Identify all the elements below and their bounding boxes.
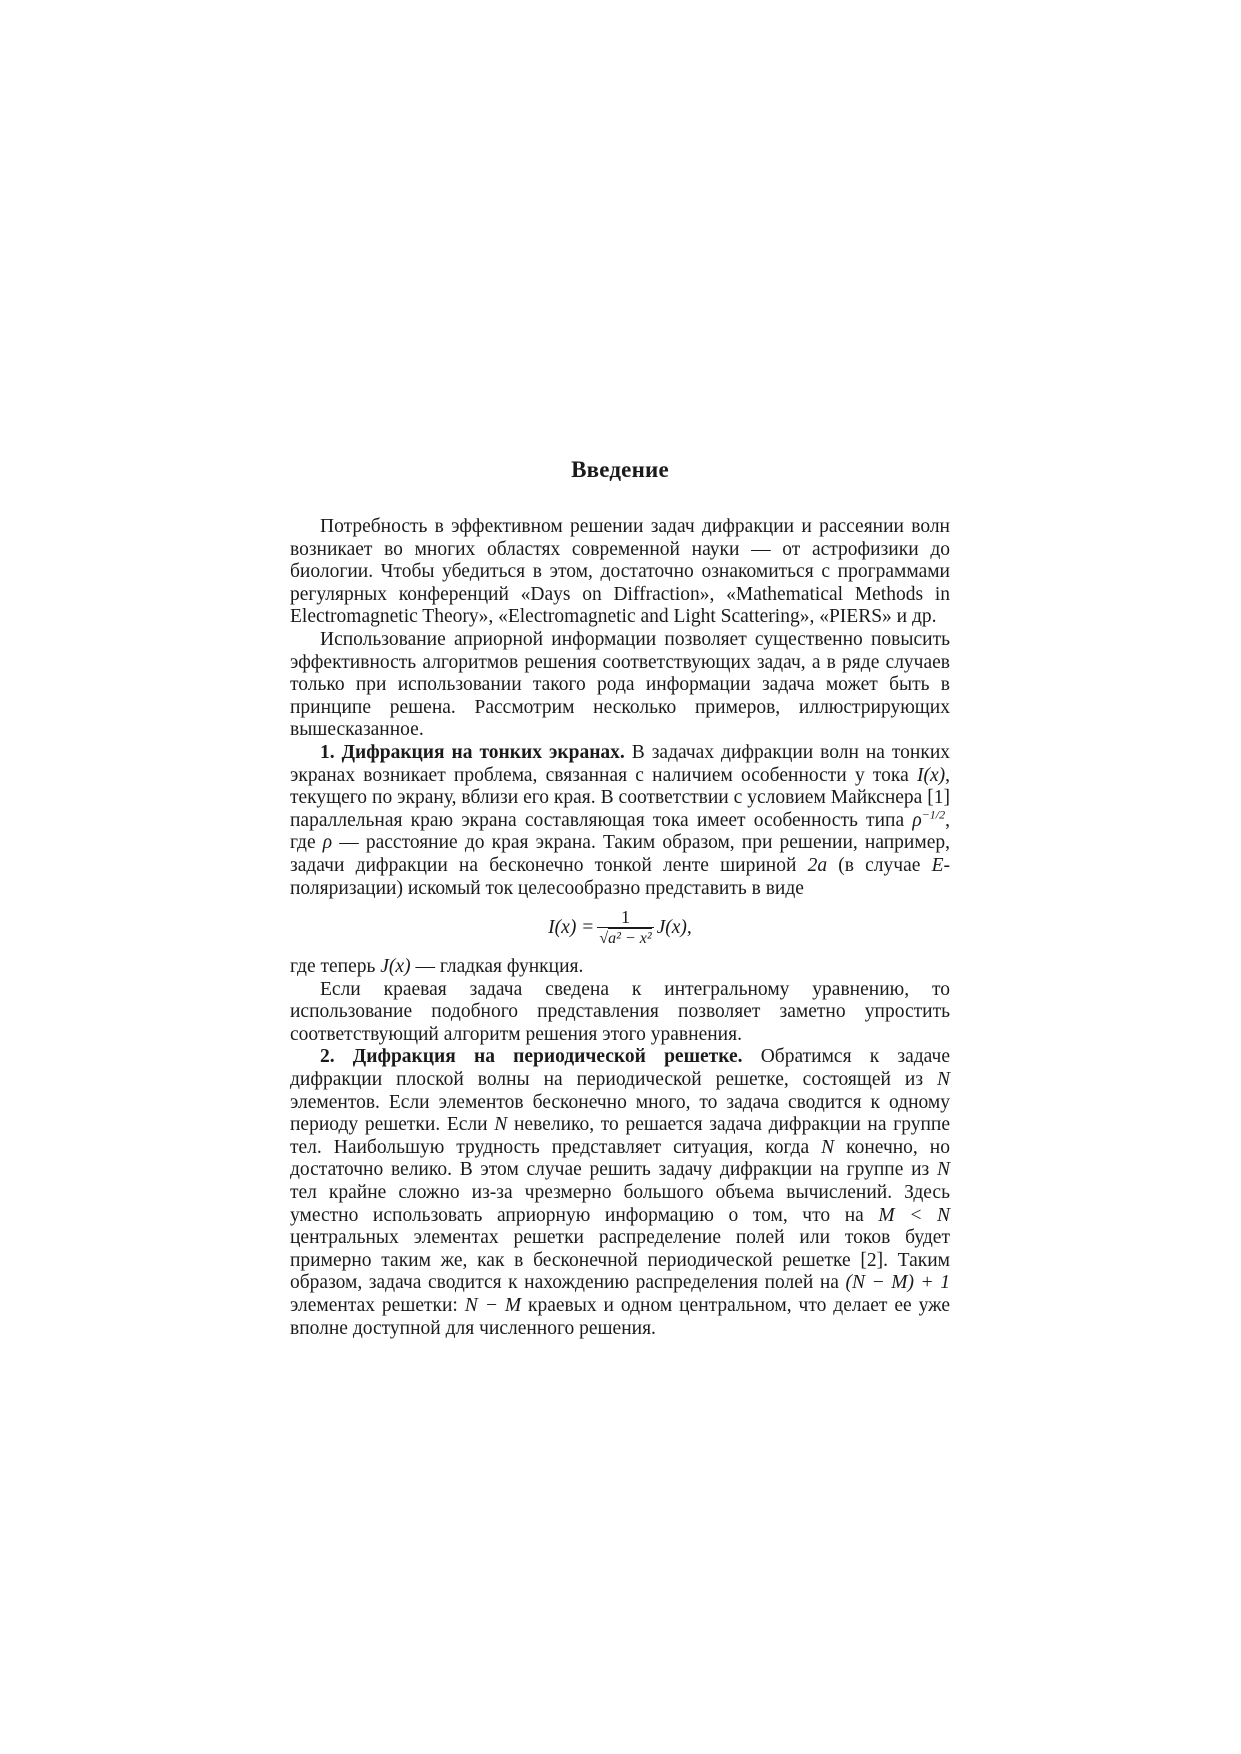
text-fragment: краевых и одном центральном, что делает ее уже вполне доступной для численного решения. [290,1295,950,1339]
section-periodic-grating [290,1046,950,1340]
equation-fraction [597,907,653,950]
equation-numerator: 1 [620,906,630,927]
text-fragment: (в случае [827,854,932,876]
equation [290,902,950,954]
paragraph-integral-equation: Если краевая задача сведена к интегральному уравнению, то использование подобного представления позволяет заметно упростить соответствующий алгоритм решения этого уравнения. [290,978,950,1045]
text-fragment: В задачах дифракции волн на тонких экранах возникает проблема, связанная с наличием особенности у тока [290,741,951,786]
equation-lhs: I(x) = [548,916,595,938]
paragraph-apriori: Использование априорной информации позволяет существенно повысить эффективность алгоритмов решения соответствующих задач, а в ряде случаев только при использовании такого рода информации задача может быть в принципе решена. Рассмотрим несколько примеров, иллюстрирующих вышесказанное. [290,628,950,741]
math-n-minus-m-plus-1: (N − M) + 1 [845,1272,950,1294]
section-title-thin-screens: 1. Дифракция на тонких экранах. [320,741,625,763]
text-fragment: центральных элементах решетки распределение полей или токов будет примерно таким же, как в бесконечной периодической решетке [2]. Таким образом, задача сводится к нахождению распределения полей на [290,1227,950,1294]
math-n-minus-m: N − M [464,1295,522,1316]
math-width: 2a [807,854,828,876]
equation-radicand: a² − x² [608,929,652,947]
math-rho-exponent: −1/2 [921,807,946,822]
equation-denominator [597,927,653,950]
text-fragment: — гладкая функция. [410,956,584,978]
math-rho: ρ [322,832,333,854]
math-rho-base: ρ [912,809,922,831]
page [290,456,950,1340]
text-fragment: конечно, но достаточно велико. В этом случае решить задачу дифракции на группе из [290,1136,950,1181]
math-n: N [936,1069,950,1091]
text-fragment: невелико, то решается задача дифракции на группе тел. Наибольшую трудность представляет ситуация, когда [290,1114,950,1158]
math-m-lt-n: M < N [878,1204,950,1226]
paragraph-intro: Потребность в эффективном решении задач дифракции и рассеянии волн возникает во многих областях современной науки — от астрофизики до биологии. Чтобы убедиться в этом, достаточно ознакомиться с программами регулярных конференций «Days on Diffraction», «Mathematical Methods in Electromagnetic Theory», «Electromagnetic and Light Scattering», «PIERS» и др. [290,516,950,628]
text-fragment: элементов. Если элементов бесконечно много, то задача сводится к одному периоду решетки. Если [290,1091,950,1136]
section-title-periodic-grating: 2. Дифракция на периодической решетке. [320,1046,743,1068]
text-fragment: , где [290,809,950,854]
math-e: E [931,854,944,876]
text-fragment: -поляризации) искомый ток целесообразно представить в виде [290,854,950,899]
math-n: N [494,1114,508,1136]
math-jx: J(x) [380,956,411,978]
math-current: I(x) [916,764,946,786]
text-fragment: , текущего по экрану, вблизи его края. В соответствии с условием Майкснера [1] параллельная краю экрана составляющая тока имеет особенность типа [290,764,950,831]
equation-rhs: J(x), [656,916,692,938]
text-fragment: где теперь [290,956,381,978]
page-title: Введение [571,457,669,482]
math-rho-power [912,807,946,831]
text-fragment: Обратимся к задаче дифракции плоской волны на периодической решетке, состоящей из [290,1046,950,1091]
math-n: N [821,1136,835,1158]
sqrt-sign: √ [599,929,609,947]
paragraph-after-equation [290,956,950,979]
text-fragment: тел крайне сложно из-за чрезмерно большого объема вычислений. Здесь уместно использовать априорную информацию о том, что на [290,1182,950,1226]
text-fragment: элементах решетки: [290,1295,465,1316]
section-thin-screens [290,742,950,900]
math-n: N [936,1159,950,1181]
text-fragment: — расстояние до края экрана. Таким образом, при решении, например, задачи дифракции на бесконечно тонкой ленте шириной [290,832,950,876]
